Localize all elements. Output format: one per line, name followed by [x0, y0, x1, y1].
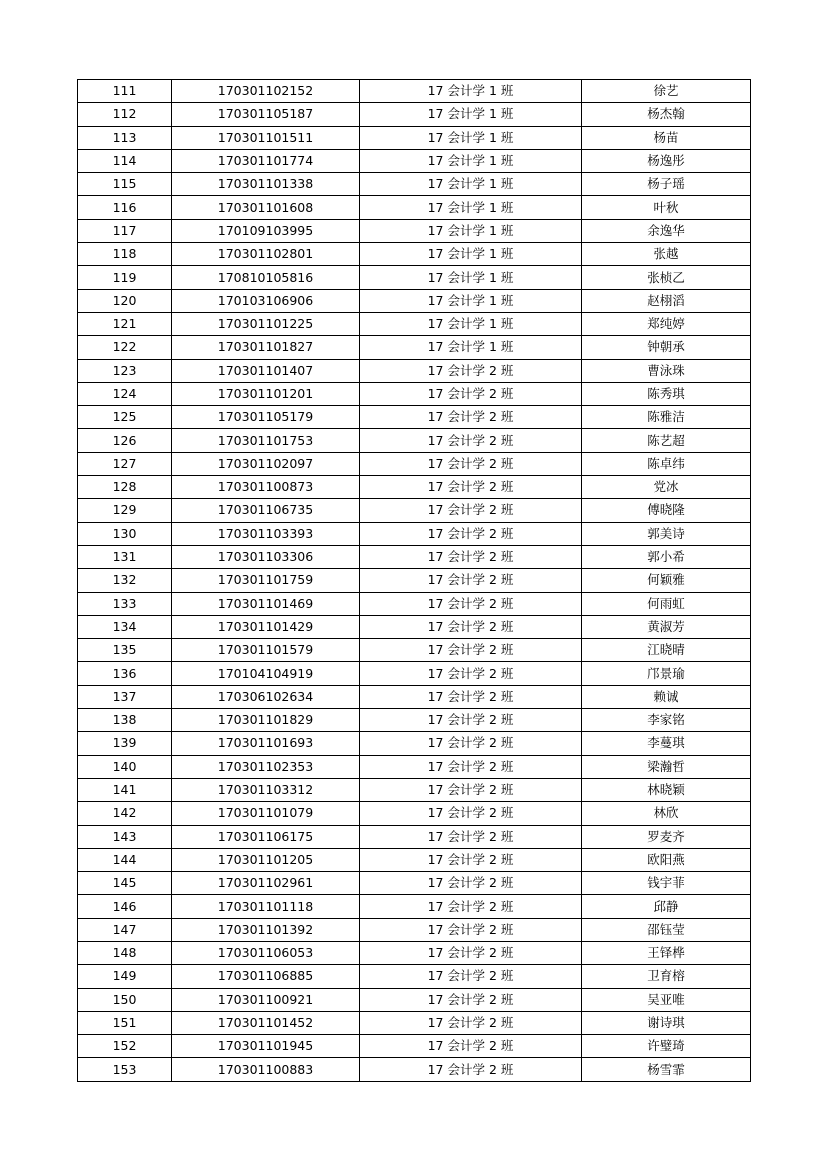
row-number-cell: 114	[78, 149, 172, 172]
table-row	[78, 196, 751, 219]
student-name-cell: 欧阳燕	[582, 848, 751, 871]
student-name-cell: 谢诗琪	[582, 1011, 751, 1034]
student-name-cell: 邝景瑜	[582, 662, 751, 685]
student-id-cell: 170301103393	[172, 522, 360, 545]
student-name-cell: 邱静	[582, 895, 751, 918]
student-id-cell: 170301100921	[172, 988, 360, 1011]
class-name-cell: 17 会计学 1 班	[360, 126, 582, 149]
student-name-cell: 罗麦齐	[582, 825, 751, 848]
student-id-cell: 170301103312	[172, 778, 360, 801]
class-name-cell: 17 会计学 1 班	[360, 243, 582, 266]
student-id-cell: 170301102097	[172, 452, 360, 475]
student-name-cell: 陈卓纬	[582, 452, 751, 475]
student-name-cell: 梁瀚哲	[582, 755, 751, 778]
student-id-cell: 170104104919	[172, 662, 360, 685]
table-row	[78, 848, 751, 871]
class-name-cell: 17 会计学 2 班	[360, 476, 582, 499]
class-name-cell: 17 会计学 2 班	[360, 872, 582, 895]
table-row	[78, 336, 751, 359]
class-name-cell: 17 会计学 1 班	[360, 219, 582, 242]
student-id-cell: 170301101469	[172, 592, 360, 615]
roster-body	[78, 80, 751, 1082]
student-id-cell: 170301101079	[172, 802, 360, 825]
student-name-cell: 陈雅洁	[582, 406, 751, 429]
student-id-cell: 170301106735	[172, 499, 360, 522]
student-id-cell: 170301101338	[172, 173, 360, 196]
row-number-cell: 138	[78, 709, 172, 732]
row-number-cell: 150	[78, 988, 172, 1011]
student-id-cell: 170301102961	[172, 872, 360, 895]
table-row	[78, 476, 751, 499]
student-name-cell: 赖诚	[582, 685, 751, 708]
student-id-cell: 170301105179	[172, 406, 360, 429]
class-name-cell: 17 会计学 2 班	[360, 662, 582, 685]
student-name-cell: 郑纯婷	[582, 312, 751, 335]
student-name-cell: 何雨虹	[582, 592, 751, 615]
student-name-cell: 余逸华	[582, 219, 751, 242]
row-number-cell: 112	[78, 103, 172, 126]
class-name-cell: 17 会计学 2 班	[360, 406, 582, 429]
student-id-cell: 170301100883	[172, 1058, 360, 1081]
student-name-cell: 林欣	[582, 802, 751, 825]
student-id-cell: 170301101201	[172, 382, 360, 405]
student-name-cell: 许璧琦	[582, 1035, 751, 1058]
row-number-cell: 111	[78, 80, 172, 103]
table-row	[78, 452, 751, 475]
table-row	[78, 755, 751, 778]
student-name-cell: 赵栩滔	[582, 289, 751, 312]
row-number-cell: 140	[78, 755, 172, 778]
student-id-cell: 170301106175	[172, 825, 360, 848]
student-name-cell: 曹泳珠	[582, 359, 751, 382]
row-number-cell: 142	[78, 802, 172, 825]
class-name-cell: 17 会计学 1 班	[360, 149, 582, 172]
row-number-cell: 119	[78, 266, 172, 289]
class-name-cell: 17 会计学 1 班	[360, 289, 582, 312]
student-id-cell: 170109103995	[172, 219, 360, 242]
student-name-cell: 何颖雅	[582, 569, 751, 592]
row-number-cell: 131	[78, 545, 172, 568]
table-row	[78, 173, 751, 196]
table-row	[78, 569, 751, 592]
table-row	[78, 1011, 751, 1034]
class-name-cell: 17 会计学 2 班	[360, 545, 582, 568]
class-name-cell: 17 会计学 1 班	[360, 173, 582, 196]
table-row	[78, 429, 751, 452]
row-number-cell: 147	[78, 918, 172, 941]
class-name-cell: 17 会计学 2 班	[360, 429, 582, 452]
class-name-cell: 17 会计学 2 班	[360, 639, 582, 662]
table-row	[78, 825, 751, 848]
class-name-cell: 17 会计学 2 班	[360, 592, 582, 615]
student-name-cell: 钟朝承	[582, 336, 751, 359]
student-name-cell: 党冰	[582, 476, 751, 499]
row-number-cell: 135	[78, 639, 172, 662]
row-number-cell: 117	[78, 219, 172, 242]
row-number-cell: 141	[78, 778, 172, 801]
table-row	[78, 359, 751, 382]
table-row	[78, 872, 751, 895]
row-number-cell: 133	[78, 592, 172, 615]
student-name-cell: 杨苗	[582, 126, 751, 149]
student-name-cell: 郭美诗	[582, 522, 751, 545]
student-name-cell: 徐艺	[582, 80, 751, 103]
table-row	[78, 895, 751, 918]
row-number-cell: 144	[78, 848, 172, 871]
row-number-cell: 136	[78, 662, 172, 685]
row-number-cell: 129	[78, 499, 172, 522]
class-name-cell: 17 会计学 2 班	[360, 918, 582, 941]
table-row	[78, 592, 751, 615]
row-number-cell: 146	[78, 895, 172, 918]
table-row	[78, 219, 751, 242]
class-name-cell: 17 会计学 2 班	[360, 965, 582, 988]
class-name-cell: 17 会计学 1 班	[360, 266, 582, 289]
row-number-cell: 143	[78, 825, 172, 848]
class-name-cell: 17 会计学 2 班	[360, 941, 582, 964]
class-name-cell: 17 会计学 2 班	[360, 615, 582, 638]
table-row	[78, 639, 751, 662]
student-id-cell: 170301101827	[172, 336, 360, 359]
row-number-cell: 128	[78, 476, 172, 499]
row-number-cell: 113	[78, 126, 172, 149]
student-name-cell: 林晓颖	[582, 778, 751, 801]
student-name-cell: 叶秋	[582, 196, 751, 219]
table-row	[78, 289, 751, 312]
student-name-cell: 郭小希	[582, 545, 751, 568]
class-name-cell: 17 会计学 2 班	[360, 709, 582, 732]
table-row	[78, 243, 751, 266]
student-id-cell: 170301101753	[172, 429, 360, 452]
class-name-cell: 17 会计学 1 班	[360, 103, 582, 126]
row-number-cell: 139	[78, 732, 172, 755]
class-name-cell: 17 会计学 2 班	[360, 499, 582, 522]
row-number-cell: 121	[78, 312, 172, 335]
student-name-cell: 卫育榕	[582, 965, 751, 988]
row-number-cell: 149	[78, 965, 172, 988]
row-number-cell: 152	[78, 1035, 172, 1058]
student-id-cell: 170301101392	[172, 918, 360, 941]
table-row	[78, 941, 751, 964]
table-row	[78, 149, 751, 172]
row-number-cell: 137	[78, 685, 172, 708]
student-id-cell: 170301101945	[172, 1035, 360, 1058]
row-number-cell: 125	[78, 406, 172, 429]
table-row	[78, 382, 751, 405]
row-number-cell: 130	[78, 522, 172, 545]
student-id-cell: 170301101511	[172, 126, 360, 149]
row-number-cell: 123	[78, 359, 172, 382]
table-row	[78, 312, 751, 335]
student-id-cell: 170301106053	[172, 941, 360, 964]
class-name-cell: 17 会计学 2 班	[360, 988, 582, 1011]
student-name-cell: 吴亚唯	[582, 988, 751, 1011]
table-row	[78, 778, 751, 801]
row-number-cell: 124	[78, 382, 172, 405]
class-name-cell: 17 会计学 2 班	[360, 359, 582, 382]
student-name-cell: 李蔓琪	[582, 732, 751, 755]
table-row	[78, 266, 751, 289]
student-id-cell: 170301101407	[172, 359, 360, 382]
class-name-cell: 17 会计学 2 班	[360, 452, 582, 475]
class-name-cell: 17 会计学 2 班	[360, 825, 582, 848]
row-number-cell: 132	[78, 569, 172, 592]
student-id-cell: 170301101452	[172, 1011, 360, 1034]
class-name-cell: 17 会计学 1 班	[360, 312, 582, 335]
student-name-cell: 王铎桦	[582, 941, 751, 964]
student-id-cell: 170301101429	[172, 615, 360, 638]
row-number-cell: 120	[78, 289, 172, 312]
class-name-cell: 17 会计学 2 班	[360, 732, 582, 755]
student-id-cell: 170301101225	[172, 312, 360, 335]
table-row	[78, 732, 751, 755]
class-name-cell: 17 会计学 2 班	[360, 1035, 582, 1058]
class-name-cell: 17 会计学 2 班	[360, 685, 582, 708]
table-row	[78, 406, 751, 429]
student-id-cell: 170301102801	[172, 243, 360, 266]
table-row	[78, 709, 751, 732]
student-name-cell: 杨杰翰	[582, 103, 751, 126]
student-name-cell: 李家铭	[582, 709, 751, 732]
table-row	[78, 1035, 751, 1058]
class-name-cell: 17 会计学 2 班	[360, 755, 582, 778]
table-row	[78, 918, 751, 941]
student-id-cell: 170301101774	[172, 149, 360, 172]
student-id-cell: 170301101829	[172, 709, 360, 732]
student-id-cell: 170301100873	[172, 476, 360, 499]
class-name-cell: 17 会计学 2 班	[360, 1011, 582, 1034]
class-name-cell: 17 会计学 2 班	[360, 778, 582, 801]
student-name-cell: 邵钰莹	[582, 918, 751, 941]
class-name-cell: 17 会计学 2 班	[360, 382, 582, 405]
class-name-cell: 17 会计学 2 班	[360, 848, 582, 871]
row-number-cell: 126	[78, 429, 172, 452]
student-name-cell: 杨子瑶	[582, 173, 751, 196]
student-name-cell: 张桢乙	[582, 266, 751, 289]
class-name-cell: 17 会计学 2 班	[360, 522, 582, 545]
row-number-cell: 148	[78, 941, 172, 964]
table-row	[78, 965, 751, 988]
row-number-cell: 127	[78, 452, 172, 475]
student-id-cell: 170306102634	[172, 685, 360, 708]
table-row	[78, 802, 751, 825]
row-number-cell: 122	[78, 336, 172, 359]
student-name-cell: 陈秀琪	[582, 382, 751, 405]
table-row	[78, 662, 751, 685]
class-name-cell: 17 会计学 2 班	[360, 1058, 582, 1081]
student-id-cell: 170301101608	[172, 196, 360, 219]
student-name-cell: 杨逸彤	[582, 149, 751, 172]
student-id-cell: 170301101759	[172, 569, 360, 592]
table-row	[78, 80, 751, 103]
student-name-cell: 张越	[582, 243, 751, 266]
student-roster-table	[77, 79, 751, 1082]
class-name-cell: 17 会计学 2 班	[360, 569, 582, 592]
student-id-cell: 170301101205	[172, 848, 360, 871]
student-id-cell: 170301102152	[172, 80, 360, 103]
student-id-cell: 170301103306	[172, 545, 360, 568]
class-name-cell: 17 会计学 2 班	[360, 895, 582, 918]
table-row	[78, 499, 751, 522]
student-id-cell: 170301101693	[172, 732, 360, 755]
student-name-cell: 杨雪霏	[582, 1058, 751, 1081]
class-name-cell: 17 会计学 1 班	[360, 80, 582, 103]
row-number-cell: 151	[78, 1011, 172, 1034]
table-row	[78, 685, 751, 708]
student-name-cell: 江晓晴	[582, 639, 751, 662]
table-row	[78, 103, 751, 126]
student-id-cell: 170301105187	[172, 103, 360, 126]
table-row	[78, 545, 751, 568]
student-id-cell: 170301102353	[172, 755, 360, 778]
row-number-cell: 115	[78, 173, 172, 196]
student-name-cell: 钱宇菲	[582, 872, 751, 895]
table-row	[78, 988, 751, 1011]
student-id-cell: 170103106906	[172, 289, 360, 312]
row-number-cell: 134	[78, 615, 172, 638]
row-number-cell: 118	[78, 243, 172, 266]
student-id-cell: 170810105816	[172, 266, 360, 289]
class-name-cell: 17 会计学 1 班	[360, 196, 582, 219]
student-id-cell: 170301101118	[172, 895, 360, 918]
table-row	[78, 522, 751, 545]
row-number-cell: 153	[78, 1058, 172, 1081]
row-number-cell: 145	[78, 872, 172, 895]
student-id-cell: 170301106885	[172, 965, 360, 988]
student-name-cell: 傅晓隆	[582, 499, 751, 522]
table-row	[78, 126, 751, 149]
table-row	[78, 615, 751, 638]
table-row	[78, 1058, 751, 1081]
student-name-cell: 陈艺超	[582, 429, 751, 452]
row-number-cell: 116	[78, 196, 172, 219]
class-name-cell: 17 会计学 1 班	[360, 336, 582, 359]
class-name-cell: 17 会计学 2 班	[360, 802, 582, 825]
student-id-cell: 170301101579	[172, 639, 360, 662]
student-name-cell: 黄淑芳	[582, 615, 751, 638]
